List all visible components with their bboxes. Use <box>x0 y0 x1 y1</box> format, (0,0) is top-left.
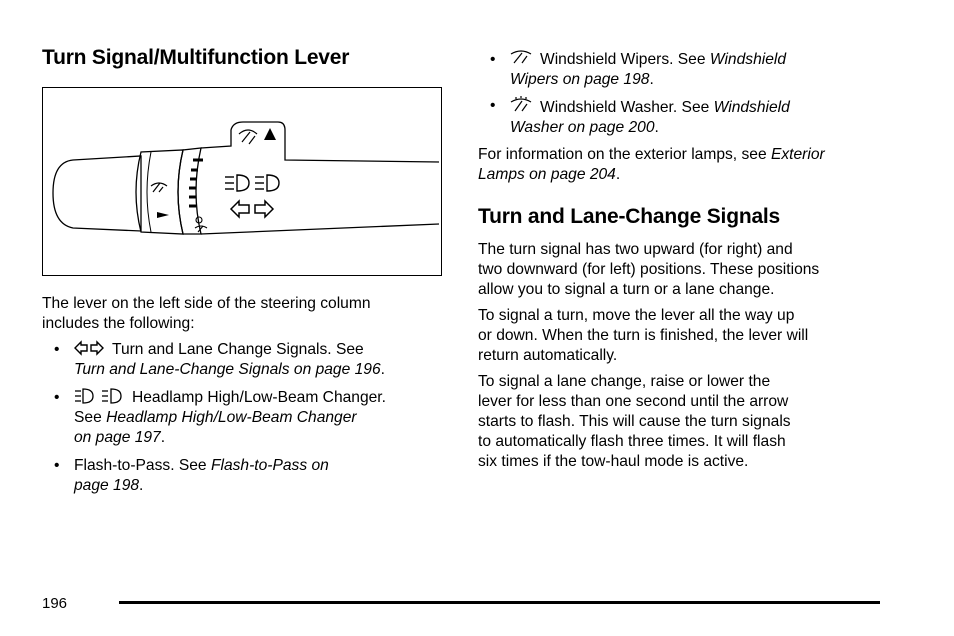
turn-arrows-icon <box>74 340 104 356</box>
headlamp-beam-icon <box>74 388 124 404</box>
cross-reference: Exterior <box>770 146 825 163</box>
intro-paragraph <box>42 294 442 334</box>
para-line: starts to flash. This will cause the turn signals <box>478 413 791 430</box>
bullet-text: Windshield Wipers. See <box>540 51 706 68</box>
page-number: 196 <box>42 595 68 612</box>
cross-reference-page: page 198 <box>74 477 140 494</box>
footer-rule <box>119 601 880 604</box>
list-item: • Windshield Wipers. See Windshield Wipers on page 198. <box>478 50 888 90</box>
washer-icon <box>510 96 532 114</box>
cross-reference-page: Wipers on page 198 <box>510 71 650 88</box>
para-line: six times if the tow-haul mode is active. <box>478 453 749 470</box>
cross-reference: Windshield <box>713 99 790 116</box>
cross-reference: Windshield <box>709 51 787 68</box>
exterior-lamps-paragraph: For information on the exterior lamps, see Exterior Lamps on page 204. <box>478 146 825 183</box>
cross-reference-page: Lamps on page 204 <box>478 166 616 183</box>
para-line: to automatically flash three times. It will flash <box>478 433 786 450</box>
para-line: two downward (for left) positions. These positions <box>478 261 820 278</box>
wiper-icon <box>510 50 532 66</box>
para-line: The turn signal has two upward (for right) and <box>478 241 793 258</box>
cross-reference: Headlamp High/Low-Beam Changer <box>106 409 357 426</box>
right-bullet-list <box>478 50 888 138</box>
lever-illustration <box>42 87 442 276</box>
cross-reference-page: on page 197 <box>74 429 161 446</box>
list-item: • Windshield Washer. See Windshield Washer on page 200. <box>478 96 888 138</box>
list-item: • Headlamp High/Low-Beam Changer. See Headlamp High/Low-Beam Changer on page 197. <box>42 388 447 448</box>
bullet-text-2: See <box>74 409 102 426</box>
list-item: • Turn and Lane Change Signals. See Turn and Lane-Change Signals on page 196. <box>42 340 447 380</box>
bullet-text: Headlamp High/Low-Beam Changer. <box>132 389 386 406</box>
cross-reference: Turn and Lane-Change Signals on page 196 <box>74 361 381 378</box>
cross-reference: Flash-to-Pass on <box>210 457 329 474</box>
para-line: To signal a lane change, raise or lower the <box>478 373 771 390</box>
lane-change-paragraph <box>478 372 898 472</box>
section-heading-turn-signals: Turn and Lane-Change Signals <box>478 205 781 228</box>
para-line: or down. When the turn is finished, the lever will <box>478 327 809 344</box>
para-line: allow you to signal a turn or a lane change. <box>478 281 775 298</box>
cross-reference-page: Washer on page 200 <box>510 119 655 136</box>
section-heading-multifunction-lever: Turn Signal/Multifunction Lever <box>42 46 350 69</box>
turn-signal-paragraph <box>478 240 898 300</box>
para-line: return automatically. <box>478 347 618 364</box>
signal-turn-paragraph <box>478 306 898 366</box>
bullet-text: Windshield Washer. See <box>540 99 710 116</box>
lever-diagram <box>43 88 440 274</box>
para-line: To signal a turn, move the lever all the way up <box>478 307 795 324</box>
list-item: • Flash-to-Pass. See Flash-to-Pass on page 198. <box>42 456 447 496</box>
para-line: lever for less than one second until the arrow <box>478 393 789 410</box>
left-bullet-list <box>42 340 447 496</box>
bullet-text: Turn and Lane Change Signals. See <box>112 341 364 358</box>
intro-line-2: includes the following: <box>42 315 195 332</box>
intro-line-1: The lever on the left side of the steering column <box>42 295 371 312</box>
bullet-text: Flash-to-Pass. See <box>74 457 207 474</box>
lamps-text: For information on the exterior lamps, see <box>478 146 767 163</box>
